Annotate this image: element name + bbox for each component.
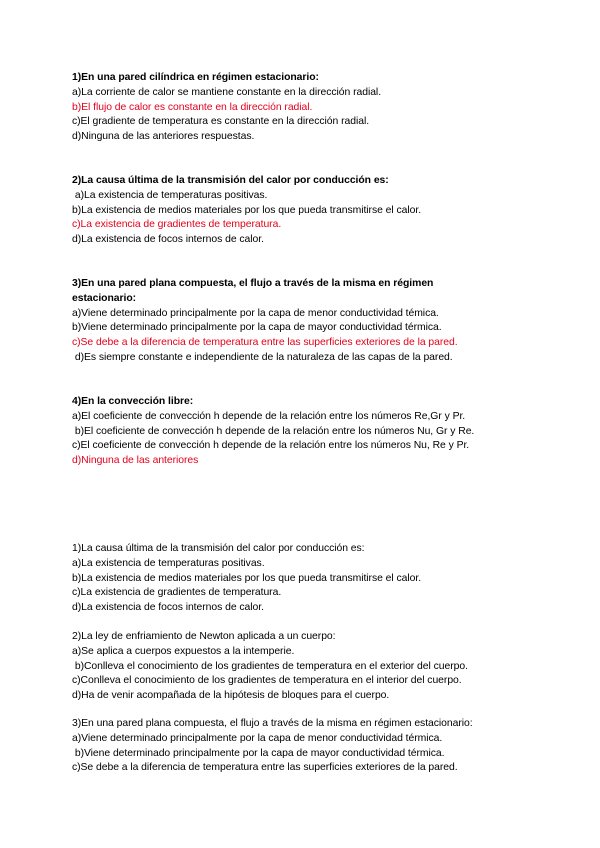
question-title-continued: estacionario:	[72, 292, 137, 304]
answer-option: b)Conlleva el conocimiento de los gradientes de temperatura en el exterior del cuerpo.	[72, 660, 468, 672]
answer-option: b)La existencia de medios materiales por los que pueda transmitirse el calor.	[72, 204, 422, 216]
answer-option: d)Ninguna de las anteriores respuestas.	[72, 131, 255, 143]
answer-option: d)La existencia de focos internos de calor.	[72, 602, 264, 614]
second-set-question-3	[72, 717, 542, 776]
answer-option: c)La existencia de gradientes de temperatura.	[72, 587, 282, 599]
answer-option-correct: b)El flujo de calor es constante en la dirección radial.	[72, 101, 313, 113]
answer-option: b)Viene determinado principalmente por la capa de mayor conductividad térmica.	[72, 322, 442, 334]
answer-option: d)La existencia de focos internos de calor.	[72, 234, 264, 246]
question-block-3	[72, 277, 542, 366]
answer-option: c)Conlleva el conocimiento de los gradientes de temperatura en el interior del cuerpo.	[72, 675, 462, 687]
answer-option: b)La existencia de medios materiales por los que pueda transmitirse el calor.	[72, 572, 422, 584]
answer-option: c)El coeficiente de convección h depende de la relación entre los números Nu, Re y Pr.	[72, 440, 470, 452]
question-block-1	[72, 71, 542, 145]
answer-option: a)La existencia de temperaturas positivas.	[72, 557, 265, 569]
answer-option-correct: c)La existencia de gradientes de temperatura.	[72, 219, 282, 231]
answer-option: a)El coeficiente de convección h depende de la relación entre los números Re,Gr y Pr.	[72, 410, 466, 422]
answer-option: a)Se aplica a cuerpos expuestos a la intemperie.	[72, 645, 295, 657]
question-title: 2)La causa última de la transmisión del calor por conducción es:	[72, 175, 389, 186]
answer-option: b)Viene determinado principalmente por la capa de mayor conductividad térmica.	[72, 747, 445, 759]
answer-option-correct: c)Se debe a la diferencia de temperatura entre las superficies exteriores de la pared.	[72, 337, 458, 349]
answer-option: d)Ha de venir acompañada de la hipótesis de bloques para el cuerpo.	[72, 690, 390, 702]
question-title: 3)En una pared plana compuesta, el flujo a través de la misma en régimen estacionario:	[72, 718, 473, 729]
answer-option: d)Es siempre constante e independiente de la naturaleza de las capas de la pared.	[72, 351, 453, 363]
second-set-question-2	[72, 630, 542, 704]
answer-option: a)Viene determinado principalmente por la capa de menor conductividad térmica.	[72, 732, 443, 744]
answer-option: a)La corriente de calor se mantiene constante en la dirección radial.	[72, 86, 382, 98]
answer-option: a)La existencia de temperaturas positivas.	[72, 189, 268, 201]
question-title: 4)En la convección libre:	[72, 396, 194, 407]
question-title: 3)En una pared plana compuesta, el flujo a través de la misma en régimen	[72, 278, 434, 289]
question-title: 1)La causa última de la transmisión del calor por conducción es:	[72, 543, 365, 554]
question-block-2	[72, 174, 542, 248]
question-block-4	[72, 395, 542, 469]
answer-option-correct: d)Ninguna de las anteriores	[72, 455, 199, 467]
question-title: 2)La ley de enfriamiento de Newton aplicada a un cuerpo:	[72, 631, 336, 642]
second-set-question-1	[72, 542, 542, 616]
answer-option: c)Se debe a la diferencia de temperatura entre las superficies exteriores de la pared.	[72, 762, 458, 774]
answer-option: c)El gradiente de temperatura es constante en la dirección radial.	[72, 116, 370, 128]
answer-option: a)Viene determinado principalmente por la capa de menor conductividad témica.	[72, 307, 439, 319]
answer-option: b)El coeficiente de convección h depende de la relación entre los números Nu, Gr y Re.	[72, 425, 475, 437]
question-title: 1)En una pared cilíndrica en régimen estacionario:	[72, 72, 319, 83]
